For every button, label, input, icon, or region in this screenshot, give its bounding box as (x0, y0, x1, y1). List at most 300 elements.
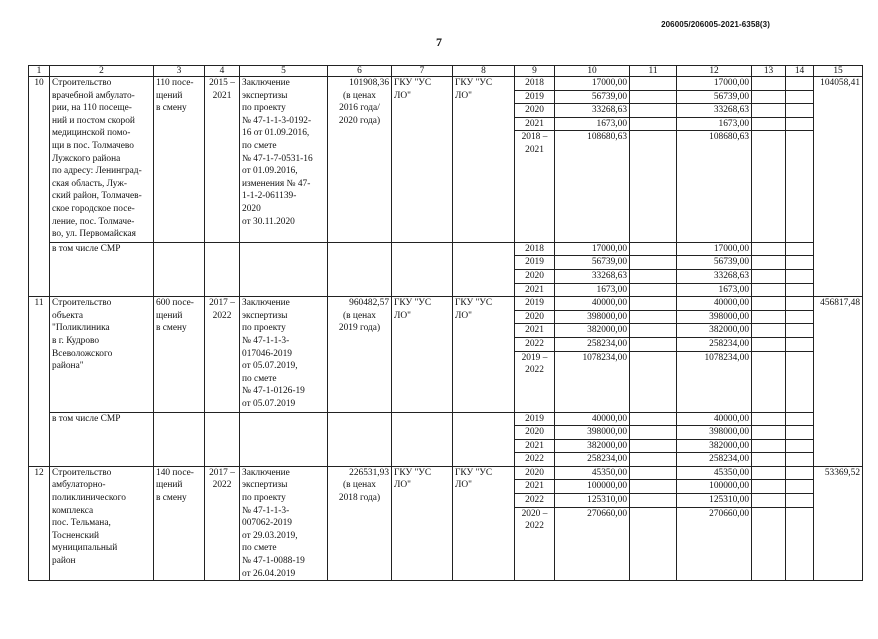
table-row (29, 297, 863, 311)
amount-col11 (630, 269, 677, 283)
expertise-line: от 29.03.2019, (242, 530, 298, 541)
amount-col11 (630, 283, 677, 297)
cell-line: 2019 (525, 298, 544, 309)
amount-col12: 1673,00 (677, 117, 752, 131)
amount-col14 (786, 90, 814, 104)
amount-col11 (630, 453, 677, 467)
amount-col10: 270660,00 (555, 507, 630, 581)
amount-col14 (786, 283, 814, 297)
amount-col11 (630, 104, 677, 118)
amount-col14 (786, 466, 814, 480)
smr-developer-empty (453, 242, 515, 296)
amount-col12: 125310,00 (677, 494, 752, 508)
estimated-cost (328, 466, 392, 580)
amount-col13 (752, 117, 786, 131)
period-line: 2021 (212, 90, 232, 101)
object-name-line: ление, пос. Толмаче- (52, 216, 135, 227)
capacity-line: в смену (156, 103, 187, 114)
amount-col14 (786, 439, 814, 453)
smr-estimated-cost-empty (328, 412, 392, 466)
page-number: 7 (436, 35, 442, 49)
object-name-line: "Поликлиника (52, 323, 110, 334)
year: 2020 (515, 426, 555, 440)
estimated-cost-line: 2019 года) (338, 323, 381, 334)
developer-line: ГКУ "УС (455, 467, 493, 478)
object-name-line: пос. Тельмана, (52, 518, 111, 529)
amount-col10: 56739,00 (555, 256, 630, 270)
amount-col10: 100000,00 (555, 480, 630, 494)
smr-period-empty (205, 412, 240, 466)
amount-col13 (752, 480, 786, 494)
developer-line: ГКУ "УС (455, 78, 493, 88)
amount-col14 (786, 269, 814, 283)
capacity (154, 466, 205, 580)
table-row (29, 466, 863, 480)
year (515, 480, 555, 494)
amount-col13 (752, 104, 786, 118)
object-name-line: щи в пос. Толмачево (52, 140, 134, 151)
object-name-line: ская область, Луж- (52, 178, 127, 189)
object-name-line: объекта (52, 310, 84, 321)
amount-col13 (752, 269, 786, 283)
cell-line: 2021 (525, 325, 544, 336)
cell-line: 2021 (525, 144, 544, 155)
smr-customer-empty (392, 412, 453, 466)
amount-col14 (786, 117, 814, 131)
amount-col11 (630, 310, 677, 324)
amount-col10: 1078234,00 (555, 351, 630, 412)
year (515, 297, 555, 311)
amount-col14 (786, 297, 814, 311)
amount-col10: 108680,63 (555, 131, 630, 242)
object-name (50, 297, 154, 412)
cell-line: 2020 – (521, 508, 548, 519)
amount-col10: 382000,00 (555, 324, 630, 338)
object-name-line: ское городское посе- (52, 203, 135, 214)
year: 2022 (515, 453, 555, 467)
amount-col13 (752, 494, 786, 508)
year: 2019 (515, 256, 555, 270)
amount-col13 (752, 297, 786, 311)
amount-col11 (630, 351, 677, 412)
table-row (29, 77, 863, 91)
object-name-line: в г. Кудрово (52, 335, 100, 346)
row-number: 11 (29, 297, 50, 467)
amount-col12: 382000,00 (677, 439, 752, 453)
amount-col14 (786, 104, 814, 118)
object-name-line: во, ул. Первомайская (52, 229, 136, 240)
expertise-line: № 47-1-1-3- (242, 505, 290, 516)
expertise-line: по смете (242, 543, 277, 554)
period-line: 2015 – (209, 78, 235, 88)
estimated-cost-line: 226531,93 (349, 467, 389, 478)
period (205, 297, 240, 412)
developer-line: ЛО" (455, 90, 472, 101)
register-table (28, 65, 863, 581)
period-line: 2022 (212, 310, 232, 321)
col-header-6: 6 (328, 66, 392, 77)
object-name-line: Тосненский (52, 530, 100, 541)
developer (453, 466, 515, 580)
expertise (240, 466, 328, 580)
amount-col12: 56739,00 (677, 256, 752, 270)
expertise-line: № 47-1-1-3- (242, 335, 290, 346)
amount-col10: 56739,00 (555, 90, 630, 104)
expertise-line: Заключение (242, 78, 290, 88)
amount-col13 (752, 412, 786, 426)
amount-col12: 17000,00 (677, 77, 752, 91)
object-name-line: Строительство (52, 298, 112, 309)
amount-col13 (752, 426, 786, 440)
expertise-line: изменения № 47- (242, 178, 311, 189)
amount-col12: 40000,00 (677, 412, 752, 426)
expertise-line: по проекту (242, 323, 286, 334)
amount-col13 (752, 131, 786, 242)
customer-line: ЛО" (394, 310, 411, 321)
capacity-line: щений (156, 310, 183, 321)
amount-col14 (786, 310, 814, 324)
estimated-cost (328, 77, 392, 243)
amount-col10: 33268,63 (555, 269, 630, 283)
amount-col10: 258234,00 (555, 453, 630, 467)
amount-col10: 40000,00 (555, 297, 630, 311)
amount-col10: 125310,00 (555, 494, 630, 508)
col-header-3: 3 (154, 66, 205, 77)
amount-col14 (786, 507, 814, 581)
expertise (240, 297, 328, 412)
developer-line: ЛО" (455, 310, 472, 321)
amount-col13 (752, 90, 786, 104)
amount-col14 (786, 324, 814, 338)
period-line: 2017 – (209, 298, 235, 309)
smr-label: в том числе СМР (50, 412, 154, 466)
smr-capacity-empty (154, 242, 205, 296)
amount-col13 (752, 242, 786, 256)
amount-col10: 45350,00 (555, 466, 630, 480)
amount-col13 (752, 507, 786, 581)
expertise-line: Заключение (242, 298, 290, 309)
year (515, 310, 555, 324)
amount-col11 (630, 77, 677, 91)
period (205, 77, 240, 243)
amount-col12: 258234,00 (677, 453, 752, 467)
col-header-4: 4 (205, 66, 240, 77)
expertise-line: 007062-2019 (242, 518, 292, 529)
year (515, 131, 555, 242)
remaining-cost: 104058,41 (814, 77, 863, 297)
amount-col14 (786, 256, 814, 270)
cell-line: 2020 (525, 311, 544, 322)
customer-line: ЛО" (394, 480, 411, 491)
amount-col11 (630, 131, 677, 242)
object-name-line: района" (52, 361, 84, 372)
developer (453, 77, 515, 243)
object-name-line: по адресу: Ленинград- (52, 166, 142, 177)
amount-col11 (630, 426, 677, 440)
expertise-line: экспертизы (242, 310, 288, 321)
amount-col10: 40000,00 (555, 412, 630, 426)
amount-col14 (786, 453, 814, 467)
amount-col14 (786, 351, 814, 412)
expertise-line: от 30.11.2020 (242, 216, 295, 227)
estimated-cost-line: 101908,36 (349, 78, 389, 88)
amount-col11 (630, 466, 677, 480)
developer-line: ГКУ "УС (455, 298, 493, 309)
col-header-15: 15 (814, 66, 863, 77)
amount-col12: 382000,00 (677, 324, 752, 338)
cell-line: 2022 (525, 365, 544, 376)
amount-col10: 17000,00 (555, 242, 630, 256)
amount-col12: 40000,00 (677, 297, 752, 311)
expertise-line: от 05.07.2019, (242, 361, 298, 372)
amount-col12: 45350,00 (677, 466, 752, 480)
year: 2020 (515, 269, 555, 283)
col-header-13: 13 (752, 66, 786, 77)
capacity-line: 140 посе- (156, 467, 194, 478)
smr-estimated-cost-empty (328, 242, 392, 296)
object-name-line: Строительство (52, 78, 112, 88)
estimated-cost (328, 297, 392, 412)
cell-line: 2021 (525, 481, 544, 492)
estimated-cost-line: (в ценах (343, 310, 376, 321)
remaining-cost: 456817,48 (814, 297, 863, 467)
expertise-line: № 47-1-0088-19 (242, 556, 305, 567)
year (515, 77, 555, 91)
expertise-line: № 47-1-0126-19 (242, 386, 305, 397)
col-header-1: 1 (29, 66, 50, 77)
capacity (154, 77, 205, 243)
row-number: 10 (29, 77, 50, 297)
col-header-8: 8 (453, 66, 515, 77)
amount-col14 (786, 412, 814, 426)
smr-customer-empty (392, 242, 453, 296)
amount-col13 (752, 77, 786, 91)
object-name-line: ский район, Толмачев- (52, 191, 142, 202)
amount-col10: 1673,00 (555, 117, 630, 131)
amount-col11 (630, 242, 677, 256)
amount-col13 (752, 337, 786, 351)
object-name-line: район (52, 556, 76, 567)
amount-col14 (786, 480, 814, 494)
period-line: 2022 (212, 480, 232, 491)
amount-col11 (630, 337, 677, 351)
table-row-smr (29, 412, 863, 426)
amount-col13 (752, 310, 786, 324)
capacity-line: в смену (156, 323, 187, 334)
customer-line: ГКУ "УС (394, 298, 432, 309)
object-name-line: медицинской помо- (52, 128, 131, 139)
amount-col13 (752, 439, 786, 453)
amount-col12: 108680,63 (677, 131, 752, 242)
object-name-line: Всеволожского (52, 348, 113, 359)
amount-col12: 270660,00 (677, 507, 752, 581)
object-name-line: ний и постом скорой (52, 115, 135, 126)
amount-col11 (630, 439, 677, 453)
amount-col11 (630, 507, 677, 581)
expertise-line: № 47-1-7-0531-16 (242, 153, 313, 164)
year: 2021 (515, 439, 555, 453)
developer-line: ЛО" (455, 480, 472, 491)
col-header-12: 12 (677, 66, 752, 77)
object-name-line: Строительство (52, 467, 112, 478)
cell-line: 2022 (525, 521, 544, 532)
year: 2018 (515, 242, 555, 256)
capacity-line: 600 посе- (156, 298, 194, 309)
amount-col11 (630, 480, 677, 494)
year: 2021 (515, 283, 555, 297)
amount-col12: 56739,00 (677, 90, 752, 104)
expertise-line: 1-1-2-061139- (242, 191, 297, 202)
amount-col12: 1673,00 (677, 283, 752, 297)
smr-label: в том числе СМР (50, 242, 154, 296)
year (515, 494, 555, 508)
col-header-7: 7 (392, 66, 453, 77)
year (515, 117, 555, 131)
cell-line: 2022 (525, 495, 544, 506)
year (515, 324, 555, 338)
cell-line: 2020 (525, 467, 544, 478)
object-name (50, 77, 154, 243)
col-header-5: 5 (240, 66, 328, 77)
smr-developer-empty (453, 412, 515, 466)
cell-line: 2019 (525, 91, 544, 102)
amount-col11 (630, 494, 677, 508)
col-header-9: 9 (515, 66, 555, 77)
amount-col14 (786, 494, 814, 508)
amount-col11 (630, 90, 677, 104)
year (515, 466, 555, 480)
amount-col13 (752, 453, 786, 467)
expertise-line: по проекту (242, 103, 286, 114)
amount-col14 (786, 131, 814, 242)
period-line: 2017 – (209, 467, 235, 478)
expertise-line: по смете (242, 140, 277, 151)
amount-col14 (786, 242, 814, 256)
amount-col10: 258234,00 (555, 337, 630, 351)
object-name-line: рии, на 110 посеще- (52, 103, 132, 114)
amount-col10: 33268,63 (555, 104, 630, 118)
object-name-line: поликлинического (52, 493, 126, 504)
column-number-row (29, 66, 863, 77)
capacity-line: 110 посе- (156, 78, 194, 88)
amount-col14 (786, 426, 814, 440)
expertise-line: от 26.04.2019 (242, 568, 296, 579)
table-row-smr (29, 242, 863, 256)
object-name-line: комплекса (52, 505, 94, 516)
amount-col12: 258234,00 (677, 337, 752, 351)
col-header-14: 14 (786, 66, 814, 77)
row-number: 12 (29, 466, 50, 580)
expertise-line: 017046-2019 (242, 348, 292, 359)
estimated-cost-line: (в ценах (343, 480, 376, 491)
amount-col13 (752, 351, 786, 412)
customer-line: ГКУ "УС (394, 78, 432, 88)
capacity (154, 297, 205, 412)
expertise-line: экспертизы (242, 90, 288, 101)
customer (392, 466, 453, 580)
cell-line: 2020 (525, 105, 544, 116)
year (515, 337, 555, 351)
smr-capacity-empty (154, 412, 205, 466)
amount-col12: 100000,00 (677, 480, 752, 494)
amount-col12: 398000,00 (677, 310, 752, 324)
year (515, 90, 555, 104)
expertise-line: 2020 (242, 203, 261, 214)
amount-col11 (630, 297, 677, 311)
cell-line: 2019 – (521, 352, 548, 363)
remaining-cost: 53369,52 (814, 466, 863, 580)
amount-col13 (752, 324, 786, 338)
smr-expertise-empty (240, 412, 328, 466)
amount-col13 (752, 283, 786, 297)
amount-col10: 398000,00 (555, 310, 630, 324)
amount-col11 (630, 412, 677, 426)
customer (392, 297, 453, 412)
year (515, 104, 555, 118)
expertise-line: от 01.09.2016, (242, 166, 298, 177)
object-name-line: амбулаторно- (52, 480, 106, 491)
year (515, 351, 555, 412)
cell-line: 2021 (525, 118, 544, 129)
amount-col12: 1078234,00 (677, 351, 752, 412)
expertise-line: 16 от 01.09.2016, (242, 128, 310, 139)
amount-col11 (630, 324, 677, 338)
amount-col12: 33268,63 (677, 269, 752, 283)
developer (453, 297, 515, 412)
expertise-line: по проекту (242, 493, 286, 504)
estimated-cost-line: 2020 года) (338, 115, 381, 126)
amount-col12: 17000,00 (677, 242, 752, 256)
amount-col12: 398000,00 (677, 426, 752, 440)
amount-col12: 33268,63 (677, 104, 752, 118)
estimated-cost-line: 2016 года/ (339, 103, 380, 114)
object-name-line: врачебной амбулато- (52, 90, 135, 101)
col-header-11: 11 (630, 66, 677, 77)
object-name (50, 466, 154, 580)
amount-col11 (630, 256, 677, 270)
expertise-line: по смете (242, 373, 277, 384)
amount-col10: 1673,00 (555, 283, 630, 297)
amount-col13 (752, 466, 786, 480)
cell-line: 2018 (525, 78, 544, 88)
amount-col14 (786, 77, 814, 91)
amount-col13 (752, 256, 786, 270)
object-name-line: Лужского района (52, 153, 121, 164)
amount-col14 (786, 337, 814, 351)
customer-line: ЛО" (394, 90, 411, 101)
amount-col10: 382000,00 (555, 439, 630, 453)
estimated-cost-line: 2018 года) (338, 493, 381, 504)
col-header-2: 2 (50, 66, 154, 77)
customer-line: ГКУ "УС (394, 467, 432, 478)
expertise-line: № 47-1-1-3-0192- (242, 115, 312, 126)
year: 2019 (515, 412, 555, 426)
customer (392, 77, 453, 243)
expertise-line: от 05.07.2019 (242, 398, 296, 409)
capacity-line: щений (156, 480, 183, 491)
estimated-cost-line: (в ценах (343, 90, 376, 101)
cell-line: 2018 – (521, 132, 548, 143)
expertise-line: Заключение (242, 467, 290, 478)
expertise-line: экспертизы (242, 480, 288, 491)
col-header-10: 10 (555, 66, 630, 77)
capacity-line: в смену (156, 493, 187, 504)
smr-expertise-empty (240, 242, 328, 296)
period (205, 466, 240, 580)
cell-line: 2022 (525, 338, 544, 349)
estimated-cost-line: 960482,57 (349, 298, 389, 309)
smr-period-empty (205, 242, 240, 296)
